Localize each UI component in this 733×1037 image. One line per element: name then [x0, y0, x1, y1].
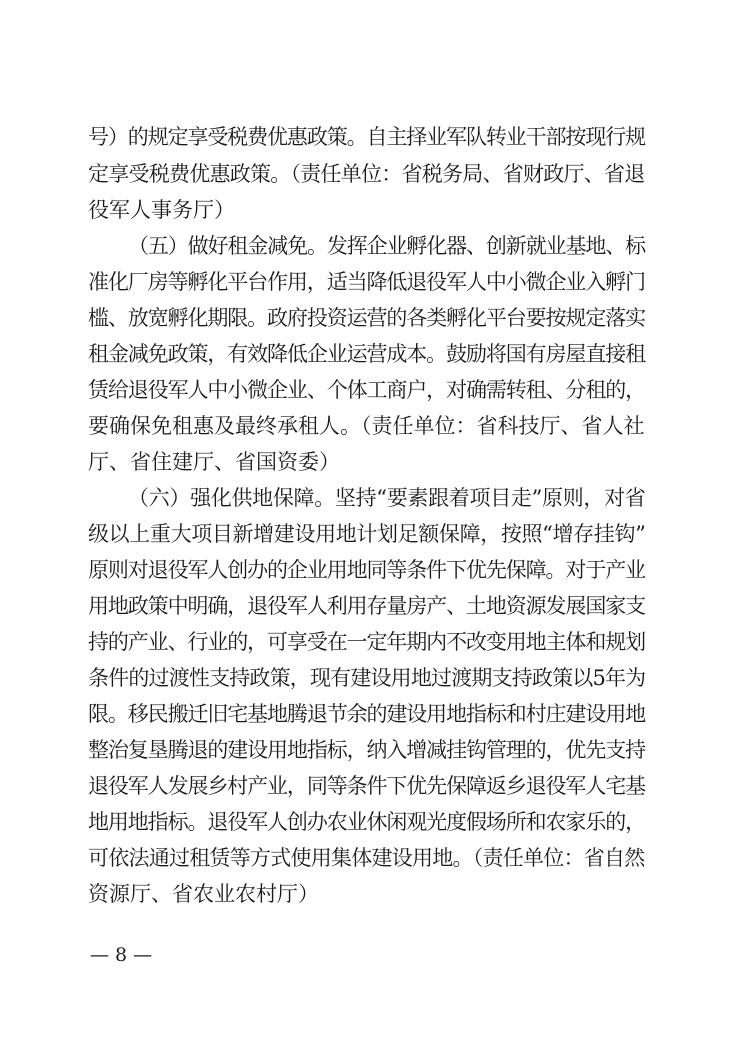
body-text-line: 租金减免政策，有效降低企业运营成本。鼓励将国有房屋直接租 — [88, 342, 645, 366]
body-text-line: 役军人事务厅） — [88, 198, 235, 222]
page-number: — 8 — — [90, 944, 153, 966]
section-6-heading-line: （六）强化供地保障。坚持“要素跟着项目走”原则，对省 — [128, 486, 646, 510]
body-text-line: 级以上重大项目新增建设用地计划足额保障，按照“增存挂钩” — [88, 522, 646, 546]
body-text-line: 持的产业、行业的，可享受在一定年期内不改变用地主体和规划 — [88, 630, 645, 654]
body-text-line: 整治复垦腾退的建设用地指标，纳入增减挂钩管理的，优先支持 — [88, 738, 645, 762]
body-text-line: 资源厅、省农业农村厅） — [88, 882, 319, 906]
body-text-line: 原则对退役军人创办的企业用地同等条件下优先保障。对于产业 — [88, 558, 645, 582]
body-text-line: 定享受税费优惠政策。（责任单位：省税务局、省财政厅、省退 — [88, 162, 645, 186]
body-text-line: 赁给退役军人中小微企业、个体工商户，对确需转租、分租的， — [88, 378, 645, 402]
body-text-line: 条件的过渡性支持政策，现有建设用地过渡期支持政策以5年为 — [88, 666, 646, 690]
section-5-heading-line: （五）做好租金减免。发挥企业孵化器、创新就业基地、标 — [128, 234, 645, 258]
body-text-line: 号）的规定享受税费优惠政策。自主择业军队转业干部按现行规 — [88, 125, 645, 149]
body-text-line: 退役军人发展乡村产业，同等条件下优先保障返乡退役军人宅基 — [88, 774, 645, 798]
body-text-line: 厅、省住建厅、省国资委） — [88, 450, 340, 474]
body-text-line: 地用地指标。退役军人创办农业休闲观光度假场所和农家乐的， — [88, 810, 645, 834]
body-text-line: 槛、放宽孵化期限。政府投资运营的各类孵化平台要按规定落实 — [88, 306, 645, 330]
body-text-line: 准化厂房等孵化平台作用，适当降低退役军人中小微企业入孵门 — [88, 270, 645, 294]
body-text-line: 可依法通过租赁等方式使用集体建设用地。（责任单位：省自然 — [88, 846, 645, 870]
body-text-line: 限。移民搬迁旧宅基地腾退节余的建设用地指标和村庄建设用地 — [88, 702, 645, 726]
body-text-line: 要确保免租惠及最终承租人。（责任单位：省科技厅、省人社 — [88, 414, 645, 438]
body-text-line: 用地政策中明确，退役军人利用存量房产、土地资源发展国家支 — [88, 594, 645, 618]
